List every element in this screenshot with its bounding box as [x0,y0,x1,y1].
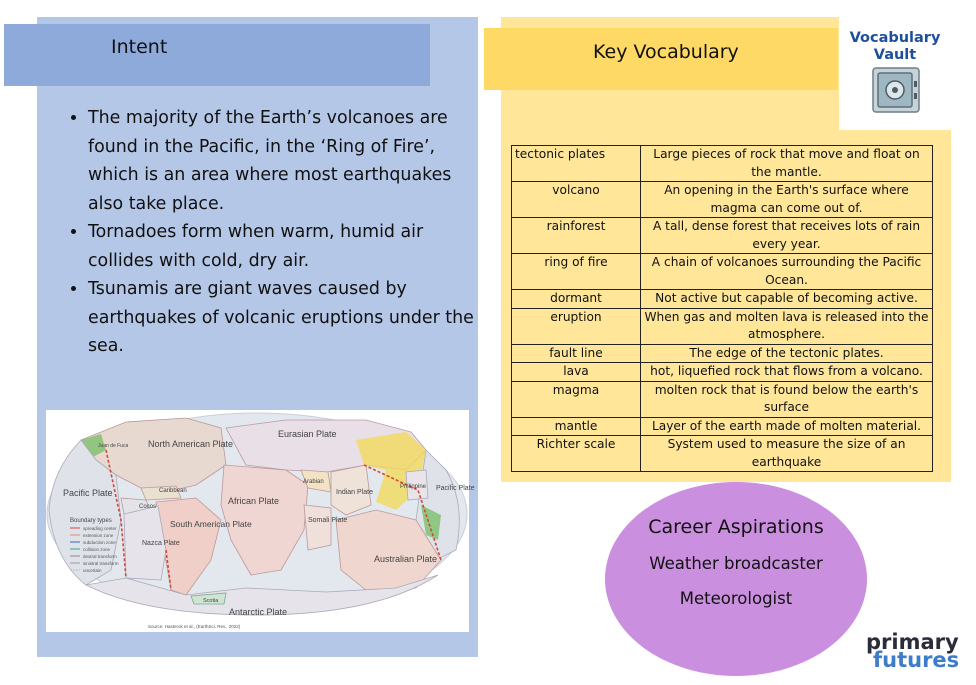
vocab-term: rainforest [512,218,641,254]
vocab-definition: When gas and molten lava is released into the atmosphere. [641,308,933,344]
career-item: Meteorologist [679,589,793,608]
map-label: Indian Plate [336,489,373,496]
vocab-term: lava [512,363,641,382]
legend-title: Boundary types [70,518,112,524]
table-row [512,344,933,363]
vocab-definition: Layer of the earth made of molten material. [641,417,933,436]
map-label: Scotia [203,598,219,604]
world-map-graphic [46,410,475,632]
vocab-term: tectonic plates [512,146,641,182]
vocabulary-vault-label: Vocabulary Vault [849,30,941,63]
vocab-term: Richter scale [512,436,641,472]
career-title: Career Aspirations [648,516,824,538]
table-row [512,182,933,218]
map-label: Nazca Plate [142,540,180,547]
vocab-definition: An opening in the Earth's surface where magma can come out of. [641,182,933,218]
primary-futures-logo [866,630,960,672]
vocab-definition: molten rock that is found below the earth's surface [641,381,933,417]
vocab-title: Key Vocabulary [593,41,739,63]
legend-item: uncertain [83,568,102,573]
legend-item: sinistral transform [83,561,119,566]
map-label: South American Plate [170,519,252,529]
intent-point: • Tsunamis are giant waves caused by earthquakes of volcanic eruptions under the sea. [88,275,488,361]
legend-item: extension zone [83,533,114,538]
vocabulary-table [511,145,933,472]
somali-plate-shape [304,505,331,550]
vocab-term: eruption [512,308,641,344]
tectonic-plates-map [46,410,475,632]
vocab-term: fault line [512,344,641,363]
table-row [512,308,933,344]
map-source: Source: Hasterok et al., (EarthSci. Rev., 2022) [148,624,241,629]
vocab-term: magma [512,381,641,417]
logo-line-primary: primary [866,630,959,654]
vocab-definition: Not active but capable of becoming active. [641,290,933,309]
intent-point: • Tornadoes form when warm, humid air collides with cold, dry air. [88,218,488,275]
map-label: Australian Plate [374,554,438,564]
vocab-definition: The edge of the tectonic plates. [641,344,933,363]
table-row [512,146,933,182]
table-row [512,381,933,417]
legend-item: spreading center [83,526,117,531]
table-row [512,436,933,472]
vocab-term: volcano [512,182,641,218]
vocab-definition: System used to measure the size of an earthquake [641,436,933,472]
table-row [512,218,933,254]
map-label: Somali Plate [308,517,348,524]
map-label: Caribbean [159,488,187,494]
table-row [512,290,933,309]
map-label: Juan de Fuca [98,443,129,449]
safe-icon [872,67,920,117]
logo-line-futures: futures [873,648,960,672]
vocab-definition: hot, liquefied rock that flows from a volcano. [641,363,933,382]
vocab-definition: A tall, dense forest that receives lots of rain every year. [641,218,933,254]
career-item: Weather broadcaster [649,554,823,573]
legend-item: dextral transform [83,554,117,559]
map-label: Pacific Plate [63,488,113,498]
table-row [512,417,933,436]
map-label: Cocos [139,504,157,510]
intent-header [4,24,430,86]
map-label: African Plate [228,496,280,506]
intent-title: Intent [111,36,168,58]
map-label: Eurasian Plate [278,429,337,439]
map-label: Arabian [303,479,324,485]
map-label: Antarctic Plate [229,607,288,617]
vocab-term: mantle [512,417,641,436]
vocab-term: ring of fire [512,254,641,290]
career-aspirations [605,482,867,676]
intent-list [62,104,488,361]
vocab-definition: A chain of volcanoes surrounding the Pacific Ocean. [641,254,933,290]
intent-point: • The majority of the Earth’s volcanoes are found in the Pacific, in the ‘Ring of Fire’, which is an area where most earthquakes also take place. [88,104,488,218]
map-label: Philippine [400,484,427,490]
map-label: North American Plate [148,439,234,449]
legend-item: subduction zone [83,540,116,545]
map-label: Pacific Plate [436,485,475,492]
legend-item: collision zone [83,547,111,552]
vocab-definition: Large pieces of rock that move and float on the mantle. [641,146,933,182]
vocab-term: dormant [512,290,641,309]
table-row [512,254,933,290]
table-row [512,363,933,382]
